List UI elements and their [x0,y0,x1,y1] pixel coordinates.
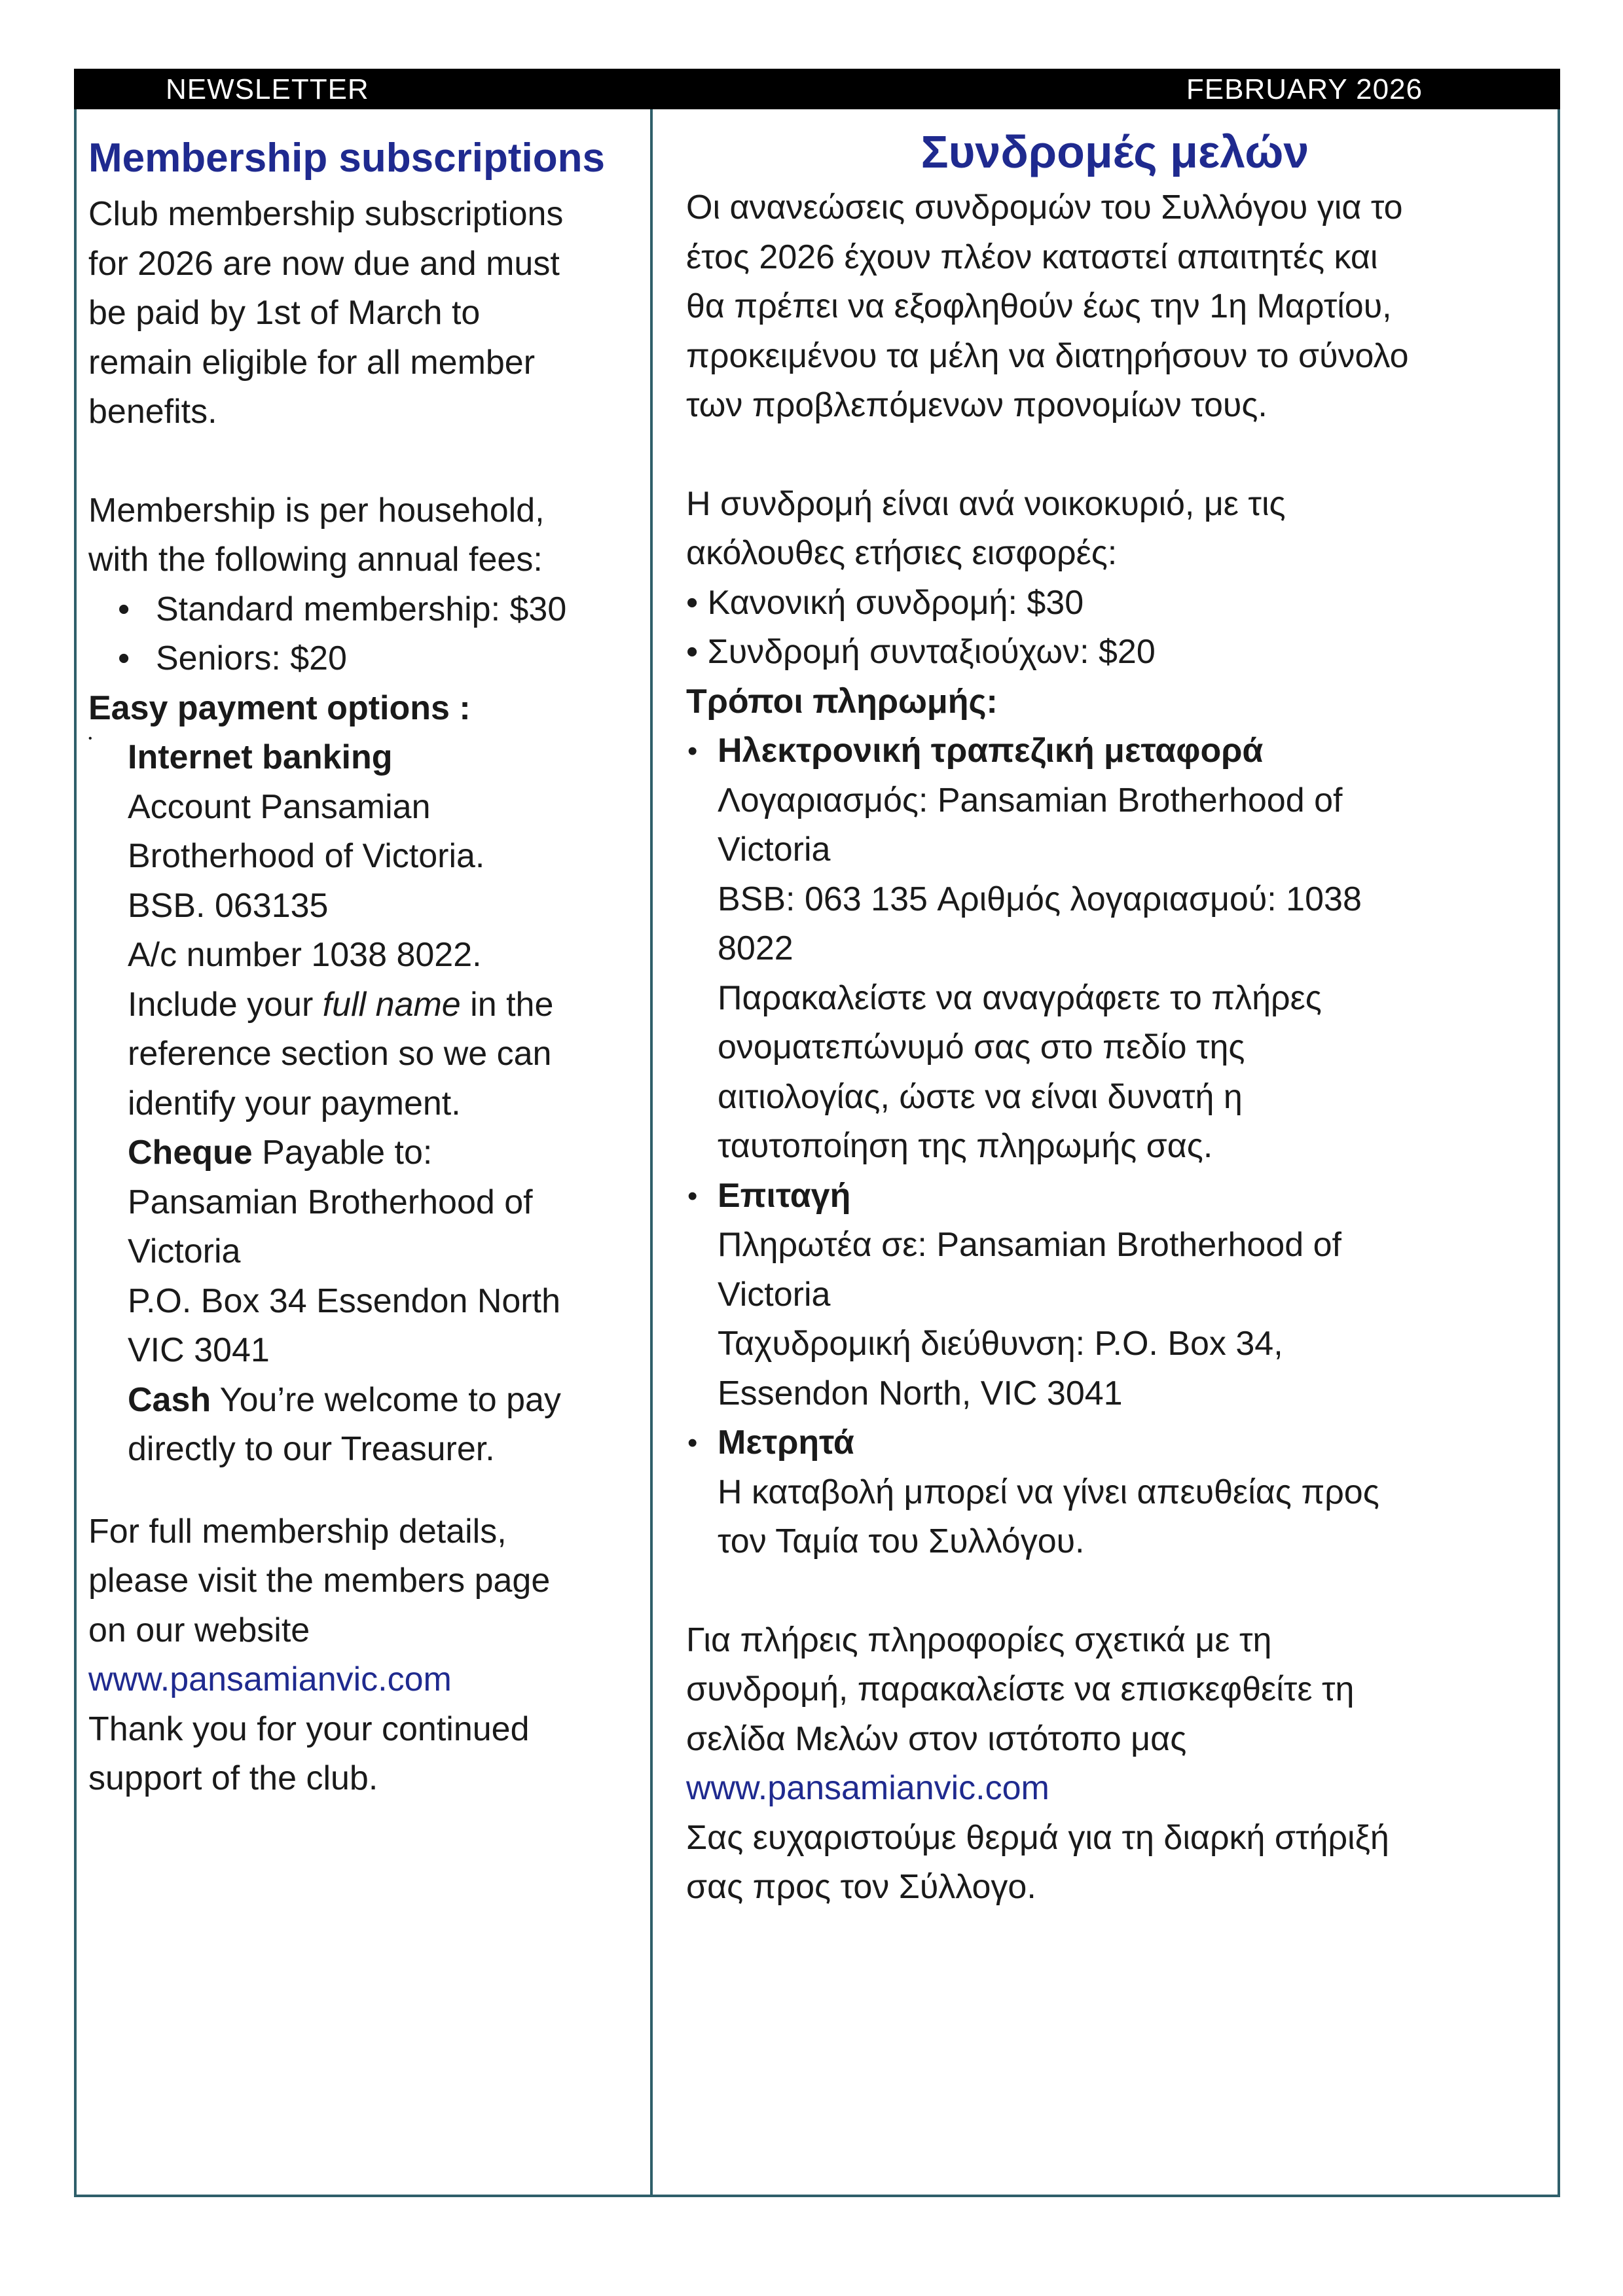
english-fee-list [88,585,638,684]
newsletter-label: NEWSLETTER [166,73,369,105]
greek-household-text: Η συνδρομή είναι ανά νοικοκυριό, με τις ακόλουθες ετήσιες εισφορές: • Κανονική συνδρομή: $30 • Συνδρομή συνταξιούχων: $20 [686,480,1544,677]
list-item: • Seniors: $20 [88,634,638,684]
issue-date: FEBRUARY 2026 [1186,73,1423,105]
greek-column [686,109,1544,1912]
cheque-label: Cheque [128,1134,253,1172]
greek-title: Συνδρομές μελών [921,126,1309,177]
english-household-text: Membership is per household, with the following annual fees: [88,491,545,579]
cash-label: Cash [128,1380,211,1419]
greek-cheque-label: Επιταγή [718,1176,851,1215]
greek-payment-options: • Ηλεκτρονική τραπεζική μεταφορά Λογαριασμός: Pansamian Brotherhood of Victoria BSB: 063 135 Αριθμός λογαριασμού: 1038 8022 Παρακαλείστε να αναγράφετε το πλήρες ονοματεπώνυμό σας στο πεδίο της αιτιολογίας, ώστε να είναι δυνατή η ταυτοποίηση της πληρωμής σας. • Επιταγή Πληρωτέα σε: Pansamian Brotherhood of Victoria Ταχυδρομική διεύθυνση: P.O. Box 34, Essendon North, VIC 3041 • Μετρητά Η καταβολή μπορεί να γίνει απευθείας προς τον Ταμία του Συλλόγου. [686,726,1544,1567]
english-column [88,109,638,1804]
greek-payment-heading: Τρόποι πληρωμής: [686,682,998,721]
greek-intro: Οι ανανεώσεις συνδρομών του Συλλόγου για το έτος 2026 έχουν πλέον καταστεί απαιτητές και θα πρέπει να εξοφληθούν έως την 1η Μαρτίου, προκειμένου τα μέλη να διατηρήσουν το σύνολο των προβλεπόμενων προνομίων τους. [686,188,1409,424]
website-link[interactable]: www.pansamianvic.com [88,1660,452,1698]
english-details: For full membership details, please visit the members page on our website www.pansamianvic.com Thank you for your continued support of the club. [88,1507,638,1804]
greek-internet-banking-label: Ηλεκτρονική τραπεζική μεταφορά [718,732,1264,770]
greek-website-link[interactable]: www.pansamianvic.com [686,1769,1049,1807]
english-payment-options: • Internet banking Account Pansamian Brotherhood of Victoria. BSB. 063135 A/c number 1038 8022. Include your full name in the reference section so we can identify your payment. Cheque Payable to: Pansamian Brotherhood of Victoria P.O. Box 34 Essendon North VIC 3041 Cash You’re welcome to pay directly to our Treasurer. [88,733,638,1475]
list-item: • Κανονική συνδρομή: $30 [686,583,1084,622]
greek-cash-label: Μετρητά [718,1424,854,1462]
english-title: Membership subscriptions [88,135,605,181]
newsletter-header-bar [74,69,1560,109]
list-item: • Standard membership: $30 [88,585,638,635]
internet-banking-label: Internet banking [128,738,393,776]
english-intro: Club membership subscriptions for 2026 are now due and must be paid by 1st of March to remain eligible for all member benefits. [88,195,564,431]
greek-details: Για πλήρεις πληροφορίες σχετικά με τη συνδρομή, παρακαλείστε να επισκεφθείτε τη σελίδα Μελών στον ιστότοπο μας www.pansamianvic.com Σας ευχαριστούμε θερμά για τη διαρκή στήριξή σας προς τον Σύλλογο. [686,1616,1544,1912]
english-payment-heading: Easy payment options : [88,689,471,727]
column-divider [650,109,653,2197]
list-item: • Συνδρομή συνταξιούχων: $20 [686,633,1156,671]
